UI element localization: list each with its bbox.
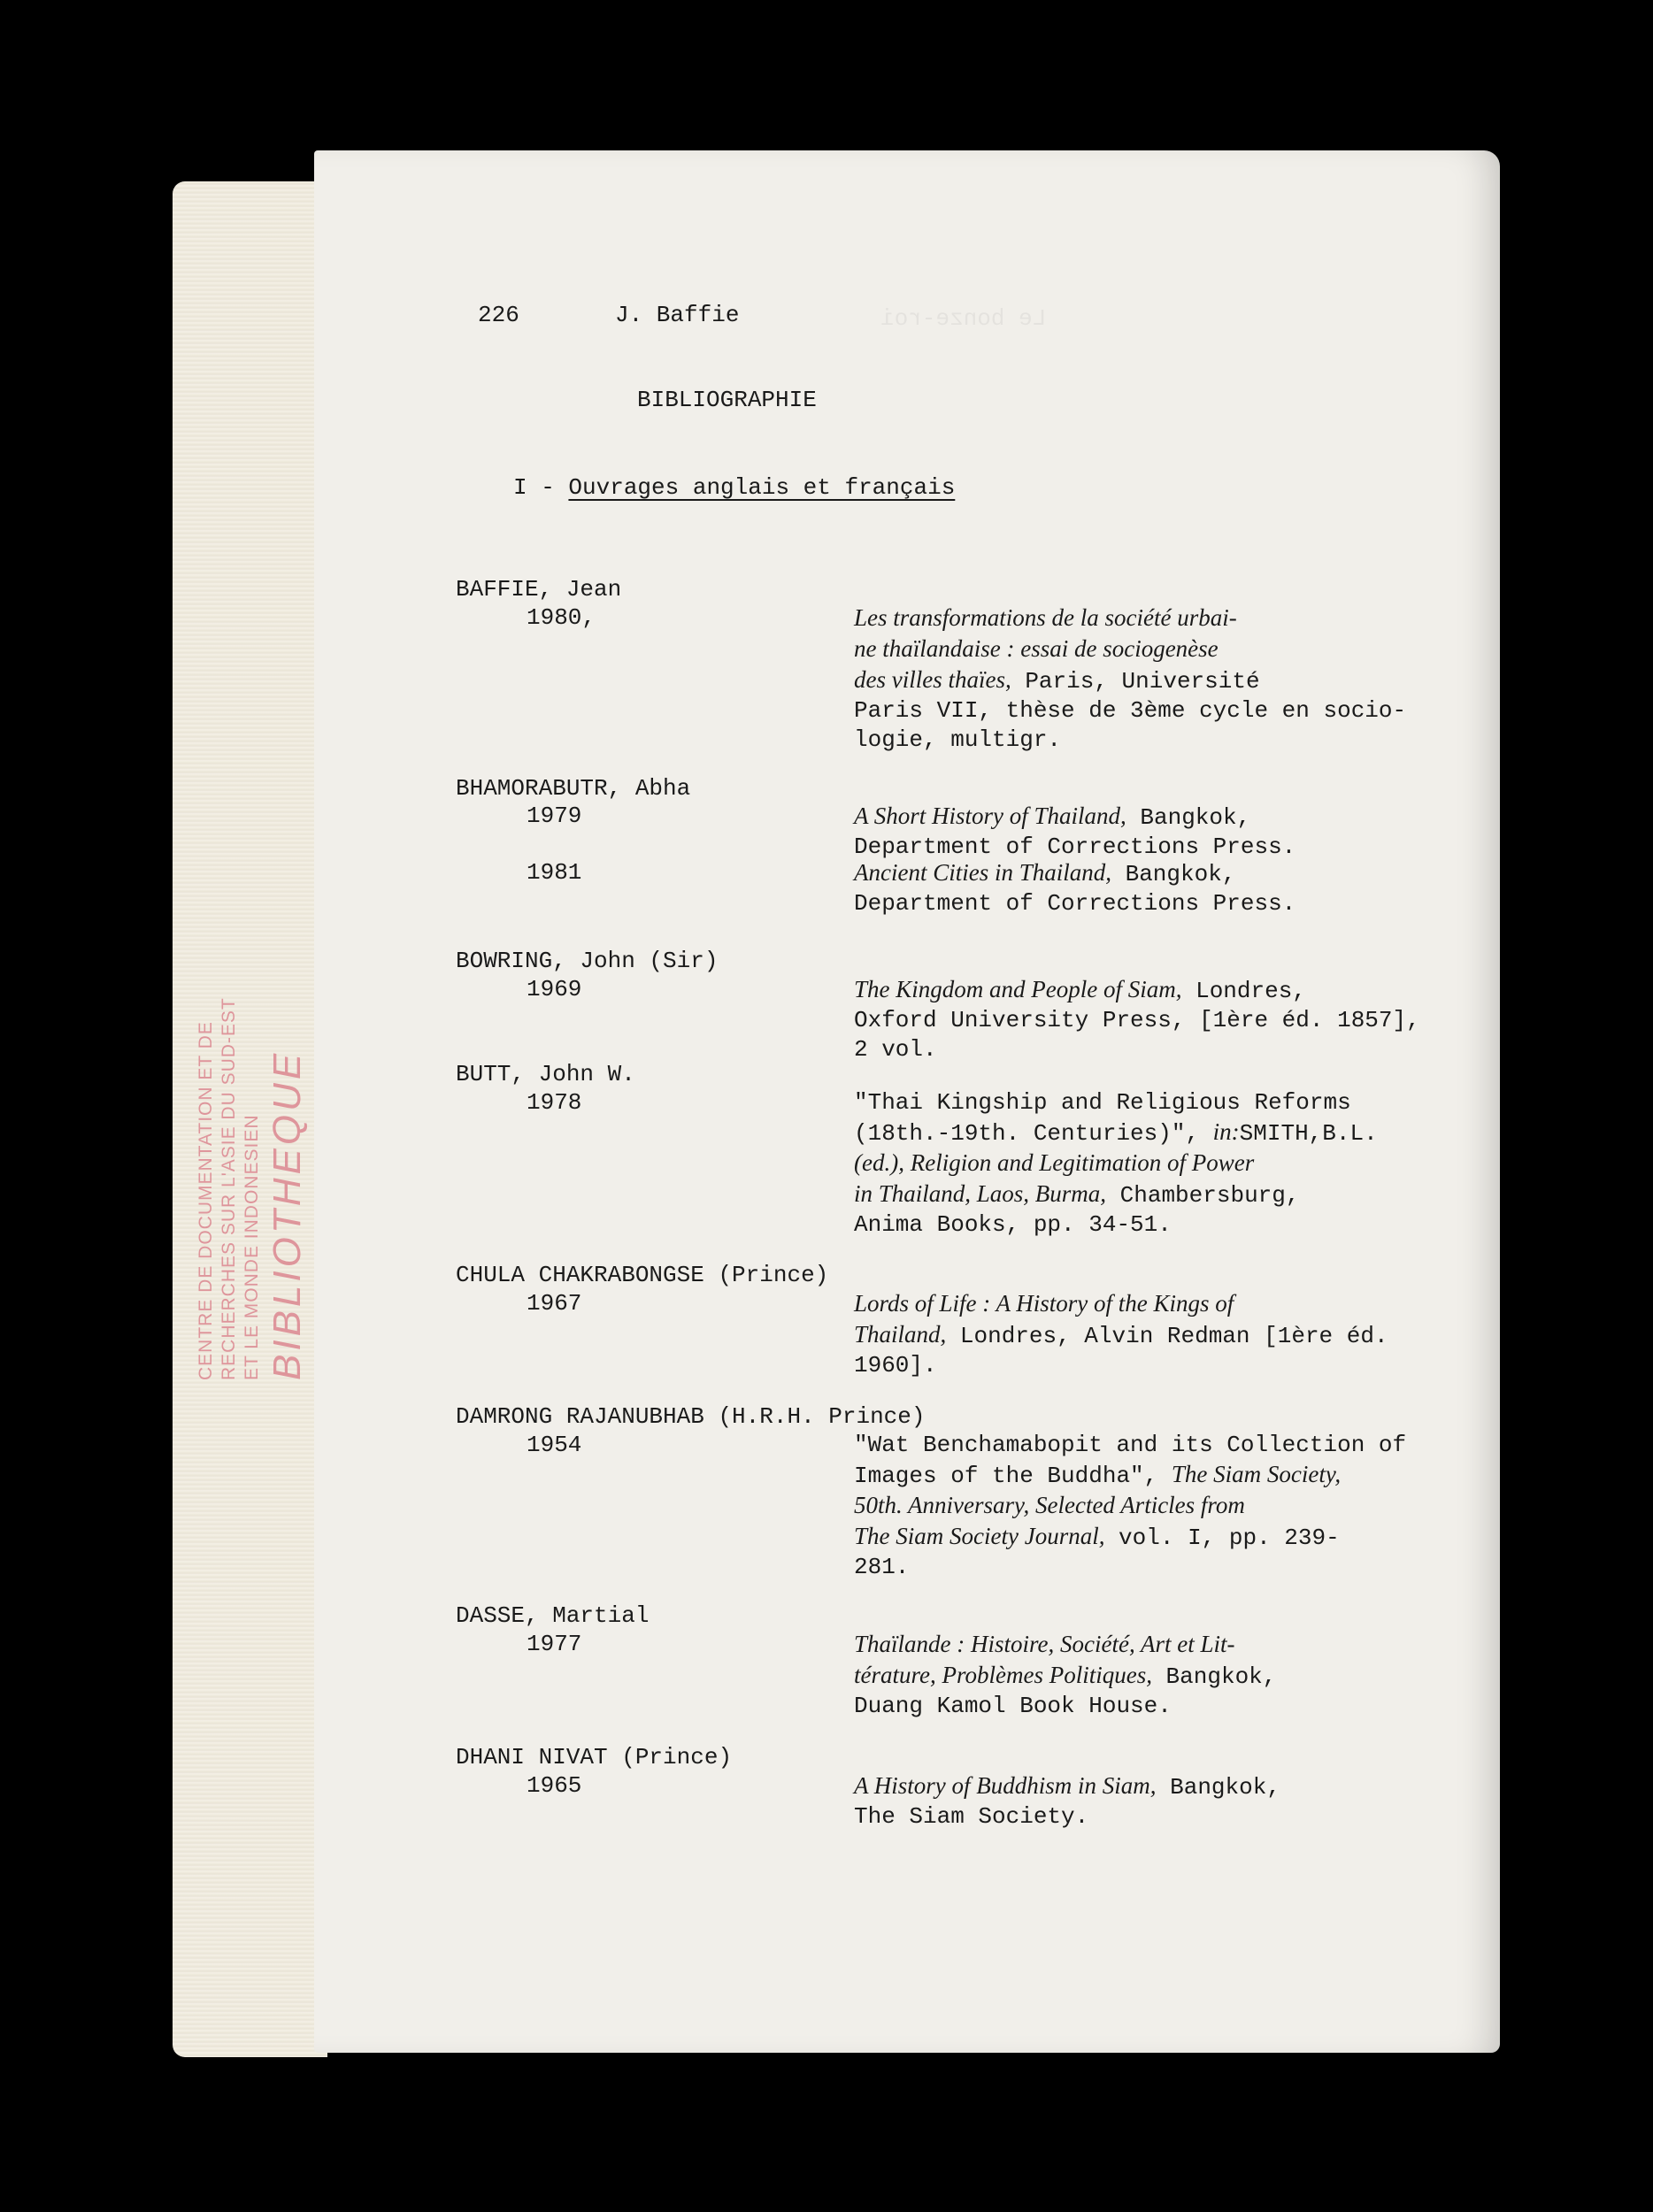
bibliography-author: BOWRING, John (Sir): [456, 948, 719, 974]
bibliography-year: 1980,: [527, 604, 596, 631]
reference-line: [854, 1522, 1438, 1553]
page-number: 226: [478, 302, 519, 328]
reference-text-segment: Images of the Buddha",: [854, 1463, 1172, 1489]
reference-line: [854, 1148, 1438, 1179]
reference-text-segment: The Siam Society.: [854, 1803, 1089, 1830]
reference-text-segment: Londres, Alvin Redman [1ère éd.: [946, 1323, 1388, 1349]
reference-text-segment: 2 vol.: [854, 1036, 937, 1063]
bibliography-year: 1979: [527, 803, 582, 829]
reference-line: [854, 1006, 1438, 1035]
reference-line: [854, 802, 1438, 833]
reference-line: [854, 1692, 1438, 1721]
reference-text-segment: Chambersburg,: [1106, 1182, 1300, 1209]
bibliography-reference: [854, 1088, 1438, 1240]
reference-text-segment: Bangkok,: [1151, 1663, 1277, 1690]
reference-text-segment: 1960].: [854, 1352, 937, 1379]
reference-line: [854, 1661, 1438, 1692]
reference-text-segment: Department of Corrections Press.: [854, 833, 1296, 860]
reference-title-segment: Ancient Cities in Thailand,: [854, 859, 1111, 886]
bibliography-reference: [854, 802, 1438, 862]
reference-title-segment: Lords of Life : A History of the Kings of: [854, 1290, 1234, 1317]
bibliography-author: BUTT, John W.: [456, 1061, 635, 1087]
reference-title-segment: Les transformations de la société urbai-: [854, 604, 1237, 631]
bibliography-reference: [854, 1771, 1438, 1832]
reference-line: [854, 1351, 1438, 1380]
reference-text-segment: logie, multigr.: [854, 726, 1062, 753]
bibliography-author: BHAMORABUTR, Abha: [456, 775, 691, 802]
reference-title-segment: des villes thaïes,: [854, 666, 1011, 693]
reference-line: [854, 1491, 1438, 1522]
reference-line: [854, 975, 1438, 1006]
reference-text-segment: Anima Books, pp. 34-51.: [854, 1211, 1172, 1238]
bibliography-year: 1965: [527, 1772, 582, 1799]
reference-line: [854, 603, 1438, 634]
stamp-line: ET LE MONDE INDONESIEN: [242, 1114, 262, 1380]
reference-title-segment: The Siam Society Journal,: [854, 1523, 1105, 1549]
section-number: I -: [513, 474, 555, 501]
reference-line: [854, 1289, 1438, 1320]
bibliography-reference: [854, 1630, 1438, 1721]
reference-line: [854, 1771, 1438, 1802]
reference-line: [854, 1320, 1438, 1351]
reference-text-segment: "Wat Benchamabopit and its Collection of: [854, 1432, 1407, 1458]
reference-line: [854, 1553, 1438, 1582]
reference-line: [854, 634, 1438, 665]
reference-title-segment: térature, Problèmes Politiques,: [854, 1662, 1152, 1688]
reference-text-segment: SMITH,B.L.: [1239, 1120, 1378, 1147]
reference-text-segment: "Thai Kingship and Religious Reforms: [854, 1089, 1351, 1116]
bibliography-author: DASSE, Martial: [456, 1602, 650, 1629]
running-header-author: J. Baffie: [615, 302, 740, 328]
bibliography-year: 1981: [527, 859, 582, 886]
bibliography-author: DAMRONG RAJANUBHAB (H.R.H. Prince): [456, 1403, 926, 1430]
reference-title-segment: Thailand,: [854, 1321, 947, 1348]
reference-line: [854, 1035, 1438, 1064]
reference-line: [854, 1118, 1438, 1148]
bibliography-year: 1954: [527, 1432, 582, 1458]
bibliography-reference: [854, 1289, 1438, 1380]
section-title: Ouvrages anglais et français: [568, 474, 956, 501]
bibliography-reference: [854, 858, 1438, 918]
reference-title-segment: A Short History of Thailand,: [854, 803, 1126, 829]
section-heading: [513, 473, 955, 503]
bibliography-year: 1967: [527, 1290, 582, 1317]
reference-line: [854, 889, 1438, 918]
reference-title-segment: (ed.), Religion and Legitimation of Power: [854, 1149, 1255, 1176]
reference-title-segment: The Kingdom and People of Siam,: [854, 976, 1182, 1002]
reference-line: [854, 696, 1438, 726]
stamp-line: RECHERCHES SUR L'ASIE DU SUD-EST: [219, 997, 239, 1380]
reference-text-segment: Londres,: [1181, 978, 1306, 1004]
reference-line: [854, 1630, 1438, 1661]
reference-text-segment: Paris, Université: [1011, 668, 1260, 695]
bibliography-year: 1978: [527, 1089, 582, 1116]
reference-line: [854, 665, 1438, 696]
reference-text-segment: (18th.-19th. Centuries)",: [854, 1120, 1213, 1147]
reference-text-segment: Department of Corrections Press.: [854, 890, 1296, 917]
reference-title-segment: in:: [1212, 1118, 1240, 1145]
reference-line: [854, 726, 1438, 755]
reference-text-segment: Duang Kamol Book House.: [854, 1693, 1172, 1719]
reference-text-segment: 281.: [854, 1554, 910, 1580]
stamp-line: CENTRE DE DOCUMENTATION ET DE: [196, 1021, 216, 1380]
bibliography-author: BAFFIE, Jean: [456, 576, 622, 603]
bibliography-reference: [854, 603, 1438, 755]
reference-line: [854, 1210, 1438, 1240]
reference-line: [854, 1460, 1438, 1491]
reference-line: [854, 1088, 1438, 1118]
bibliography-title: BIBLIOGRAPHIE: [637, 387, 817, 413]
reference-text-segment: Bangkok,: [1126, 804, 1251, 831]
bibliography-author: DHANI NIVAT (Prince): [456, 1744, 733, 1770]
reference-title-segment: Thaïlande : Histoire, Société, Art et Lit-: [854, 1631, 1235, 1657]
reference-line: [854, 1802, 1438, 1832]
reference-title-segment: 50th. Anniversary, Selected Articles from: [854, 1492, 1245, 1518]
reference-line: [854, 1179, 1438, 1210]
reference-title-segment: ne thaïlandaise : essai de sociogenèse: [854, 635, 1219, 662]
bibliography-reference: [854, 975, 1438, 1064]
reference-title-segment: The Siam Society,: [1171, 1461, 1342, 1487]
reference-title-segment: in Thailand, Laos, Burma,: [854, 1180, 1107, 1207]
reference-line: [854, 1431, 1438, 1460]
reference-title-segment: A History of Buddhism in Siam,: [854, 1772, 1157, 1799]
bibliography-reference: [854, 1431, 1438, 1582]
reference-text-segment: Bangkok,: [1111, 861, 1236, 887]
reference-text-segment: Oxford University Press, [1ère éd. 1857],: [854, 1007, 1420, 1033]
bibliography-year: 1969: [527, 976, 582, 1002]
bleed-through-text: Le bonze-roi: [880, 305, 1047, 332]
reference-line: [854, 858, 1438, 889]
stamp-bibliotheque: BIBLIOTHEQUE: [265, 1049, 309, 1380]
library-stamp: [195, 997, 311, 1380]
bibliography-year: 1977: [527, 1631, 582, 1657]
reference-text-segment: Bangkok,: [1156, 1774, 1280, 1801]
reference-text-segment: vol. I, pp. 239-: [1104, 1525, 1340, 1551]
reference-text-segment: Paris VII, thèse de 3ème cycle en socio-: [854, 697, 1407, 724]
bibliography-author: CHULA CHAKRABONGSE (Prince): [456, 1262, 829, 1288]
